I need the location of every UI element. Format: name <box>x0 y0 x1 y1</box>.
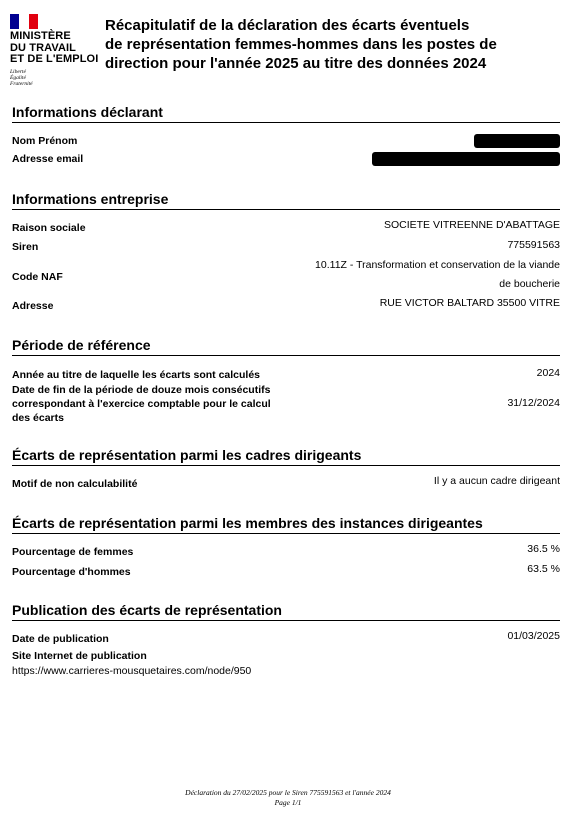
field-label: Année au titre de laquelle les écarts sont calculés <box>12 369 261 381</box>
field-label: Date de fin de la période de douze mois consécutifs correspondant à l'exercice comptable pour le calcul des écarts <box>12 384 271 424</box>
section-declarant <box>12 103 560 165</box>
field-label: Adresse email <box>12 153 84 165</box>
field-value: RUE VICTOR BALTARD 35500 VITRE <box>379 297 560 309</box>
field-value: 775591563 <box>507 239 560 251</box>
footer-declaration: Déclaration du 27/02/2025 pour le Siren 775591563 et l'année 2024 <box>185 788 391 797</box>
section-title: Écarts de représentation parmi les membres des instances dirigeantes <box>12 514 560 534</box>
field-label: Pourcentage d'hommes <box>12 566 131 578</box>
field-date-fin <box>12 383 560 425</box>
footer-page-number: Page 1/1 <box>274 798 302 807</box>
field-label: Site Internet de publication <box>12 650 147 662</box>
field-value: 01/03/2025 <box>507 630 560 642</box>
field-label: Motif de non calculabilité <box>12 478 138 490</box>
field-value: 31/12/2024 <box>507 397 560 409</box>
page-footer <box>0 788 576 808</box>
field-label: Siren <box>12 241 39 253</box>
ministry-name: MINISTÈRE DU TRAVAIL ET DE L'EMPLOI <box>10 30 99 65</box>
field-label: Adresse <box>12 300 54 312</box>
section-title: Informations entreprise <box>12 190 560 210</box>
field-value-line2: de boucherie <box>499 278 560 290</box>
field-value: 36.5 % <box>527 543 560 555</box>
field-value: Il y a aucun cadre dirigeant <box>433 475 560 487</box>
field-label: Pourcentage de femmes <box>12 546 134 558</box>
field-value: SOCIETE VITREENNE D'ABATTAGE <box>383 219 560 231</box>
section-instances-dirigeantes <box>12 514 560 578</box>
redacted-value <box>372 152 560 166</box>
field-label: Date de publication <box>12 633 109 645</box>
section-title: Période de référence <box>12 336 560 356</box>
field-label: Raison sociale <box>12 222 86 234</box>
section-publication <box>12 601 560 677</box>
section-cadres-dirigeants <box>12 446 560 490</box>
section-title: Publication des écarts de représentation <box>12 601 560 621</box>
publication-url: https://www.carrieres-mousquetaires.com/node/950 <box>12 665 252 677</box>
document-title: Récapitulatif de la déclaration des écarts éventuels de représentation femmes-hommes dans les postes de direction pour l'année 2025 au titre des données 2024 <box>105 17 497 72</box>
document-header <box>10 14 566 94</box>
ministry-logo <box>10 14 102 87</box>
section-entreprise <box>12 190 560 312</box>
field-label: Code NAF <box>12 271 63 283</box>
redacted-value <box>474 134 560 148</box>
section-title: Écarts de représentation parmi les cadres dirigeants <box>12 446 560 466</box>
field-value: 63.5 % <box>527 563 560 575</box>
section-title: Informations déclarant <box>12 103 560 123</box>
field-label: Nom Prénom <box>12 135 78 147</box>
republic-motto: Liberté Égalité Fraternité <box>10 68 33 87</box>
french-flag-icon <box>10 14 38 29</box>
section-periode <box>12 336 560 424</box>
field-value-line1: 10.11Z - Transformation et conservation de la viande <box>315 259 560 271</box>
field-site-internet <box>12 649 560 679</box>
field-value: 2024 <box>536 367 560 379</box>
